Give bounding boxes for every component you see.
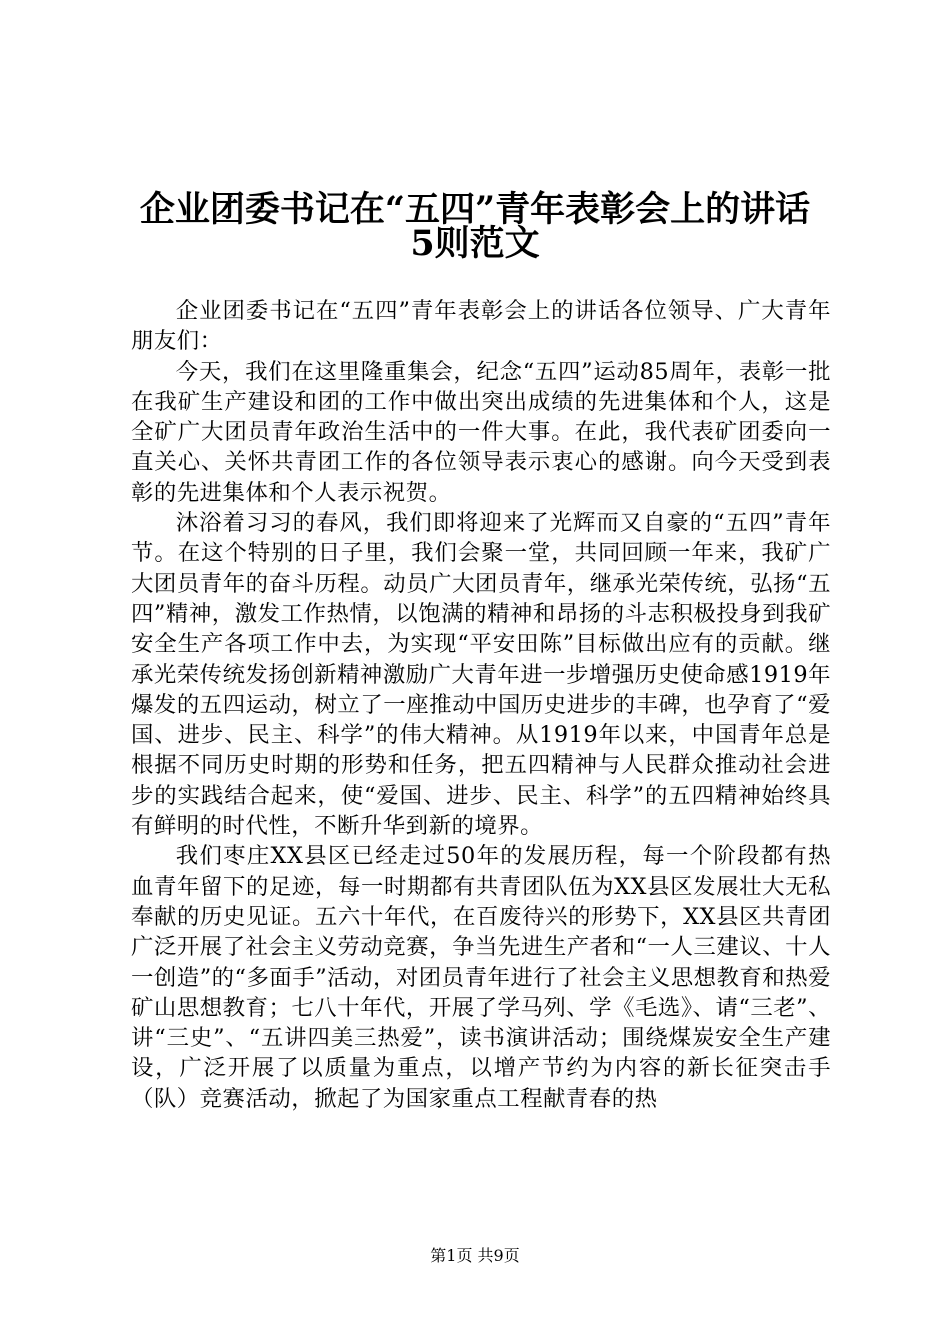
paragraph: 今天，我们在这里隆重集会，纪念“五四”运动85周年，表彰一批在我矿生产建设和团的工作中做出突出成绩的先进集体和个人，这是全矿广大团员青年政治生活中的一件大事。在此，我代表矿团委向一直关心、关怀共青团工作的各位领导表示衷心的感谢。向今天受到表彰的先进集体和个人表示祝贺。: [131, 358, 831, 506]
document-body: [131, 296, 831, 1114]
document-title-line-1: 企业团委书记在“五四”青年表彰会上的讲话: [139, 189, 811, 230]
paragraph: 我们枣庄XX县区已经走过50年的发展历程，每一个阶段都有热血青年留下的足迹，每一时期都有共青团队伍为XX县区发展壮大无私奉献的历史见证。五六十年代，在百废待兴的形势下，XX县区共青团广泛开展了社会主义劳动竞赛，争当先进生产者和“一人三建议、十人一创造”的“多面手”活动，对团员青年进行了社会主义思想教育和热爱矿山思想教育；七八十年代，开展了学马列、学《毛选》、请“三老”、讲“三史”、“五讲四美三热爱”，读书演讲活动；围绕煤炭安全生产建设，广泛开展了以质量为重点，以增产节约为内容的新长征突击手（队）竞赛活动，掀起了为国家重点工程献青春的热: [131, 843, 831, 1112]
page-number-footer: 第1页 共9页: [430, 1246, 520, 1265]
paragraph-salutation: 企业团委书记在“五四”青年表彰会上的讲话各位领导、广大青年朋友们：: [131, 298, 831, 355]
paragraph: 沐浴着习习的春风，我们即将迎来了光辉而又自豪的“五四”青年节。在这个特别的日子里，我们会聚一堂，共同回顾一年来，我矿广大团员青年的奋斗历程。动员广大团员青年，继承光荣传统，弘扬“五四”精神，激发工作热情，以饱满的精神和昂扬的斗志积极投身到我矿安全生产各项工作中去，为实现“平安田陈”目标做出应有的贡献。继承光荣传统发扬创新精神激励广大青年进一步增强历史使命感1919年爆发的五四运动，树立了一座推动中国历史进步的丰碑，也孕育了“爱国、进步、民主、科学”的伟大精神。从1919年以来，中国青年总是根据不同历史时期的形势和任务，把五四精神与人民群众推动社会进步的实践结合起来，使“爱国、进步、民主、科学”的五四精神始终具有鲜明的时代性，不断升华到新的境界。: [131, 510, 831, 840]
document-title-line-2: 5则范文: [410, 223, 540, 264]
